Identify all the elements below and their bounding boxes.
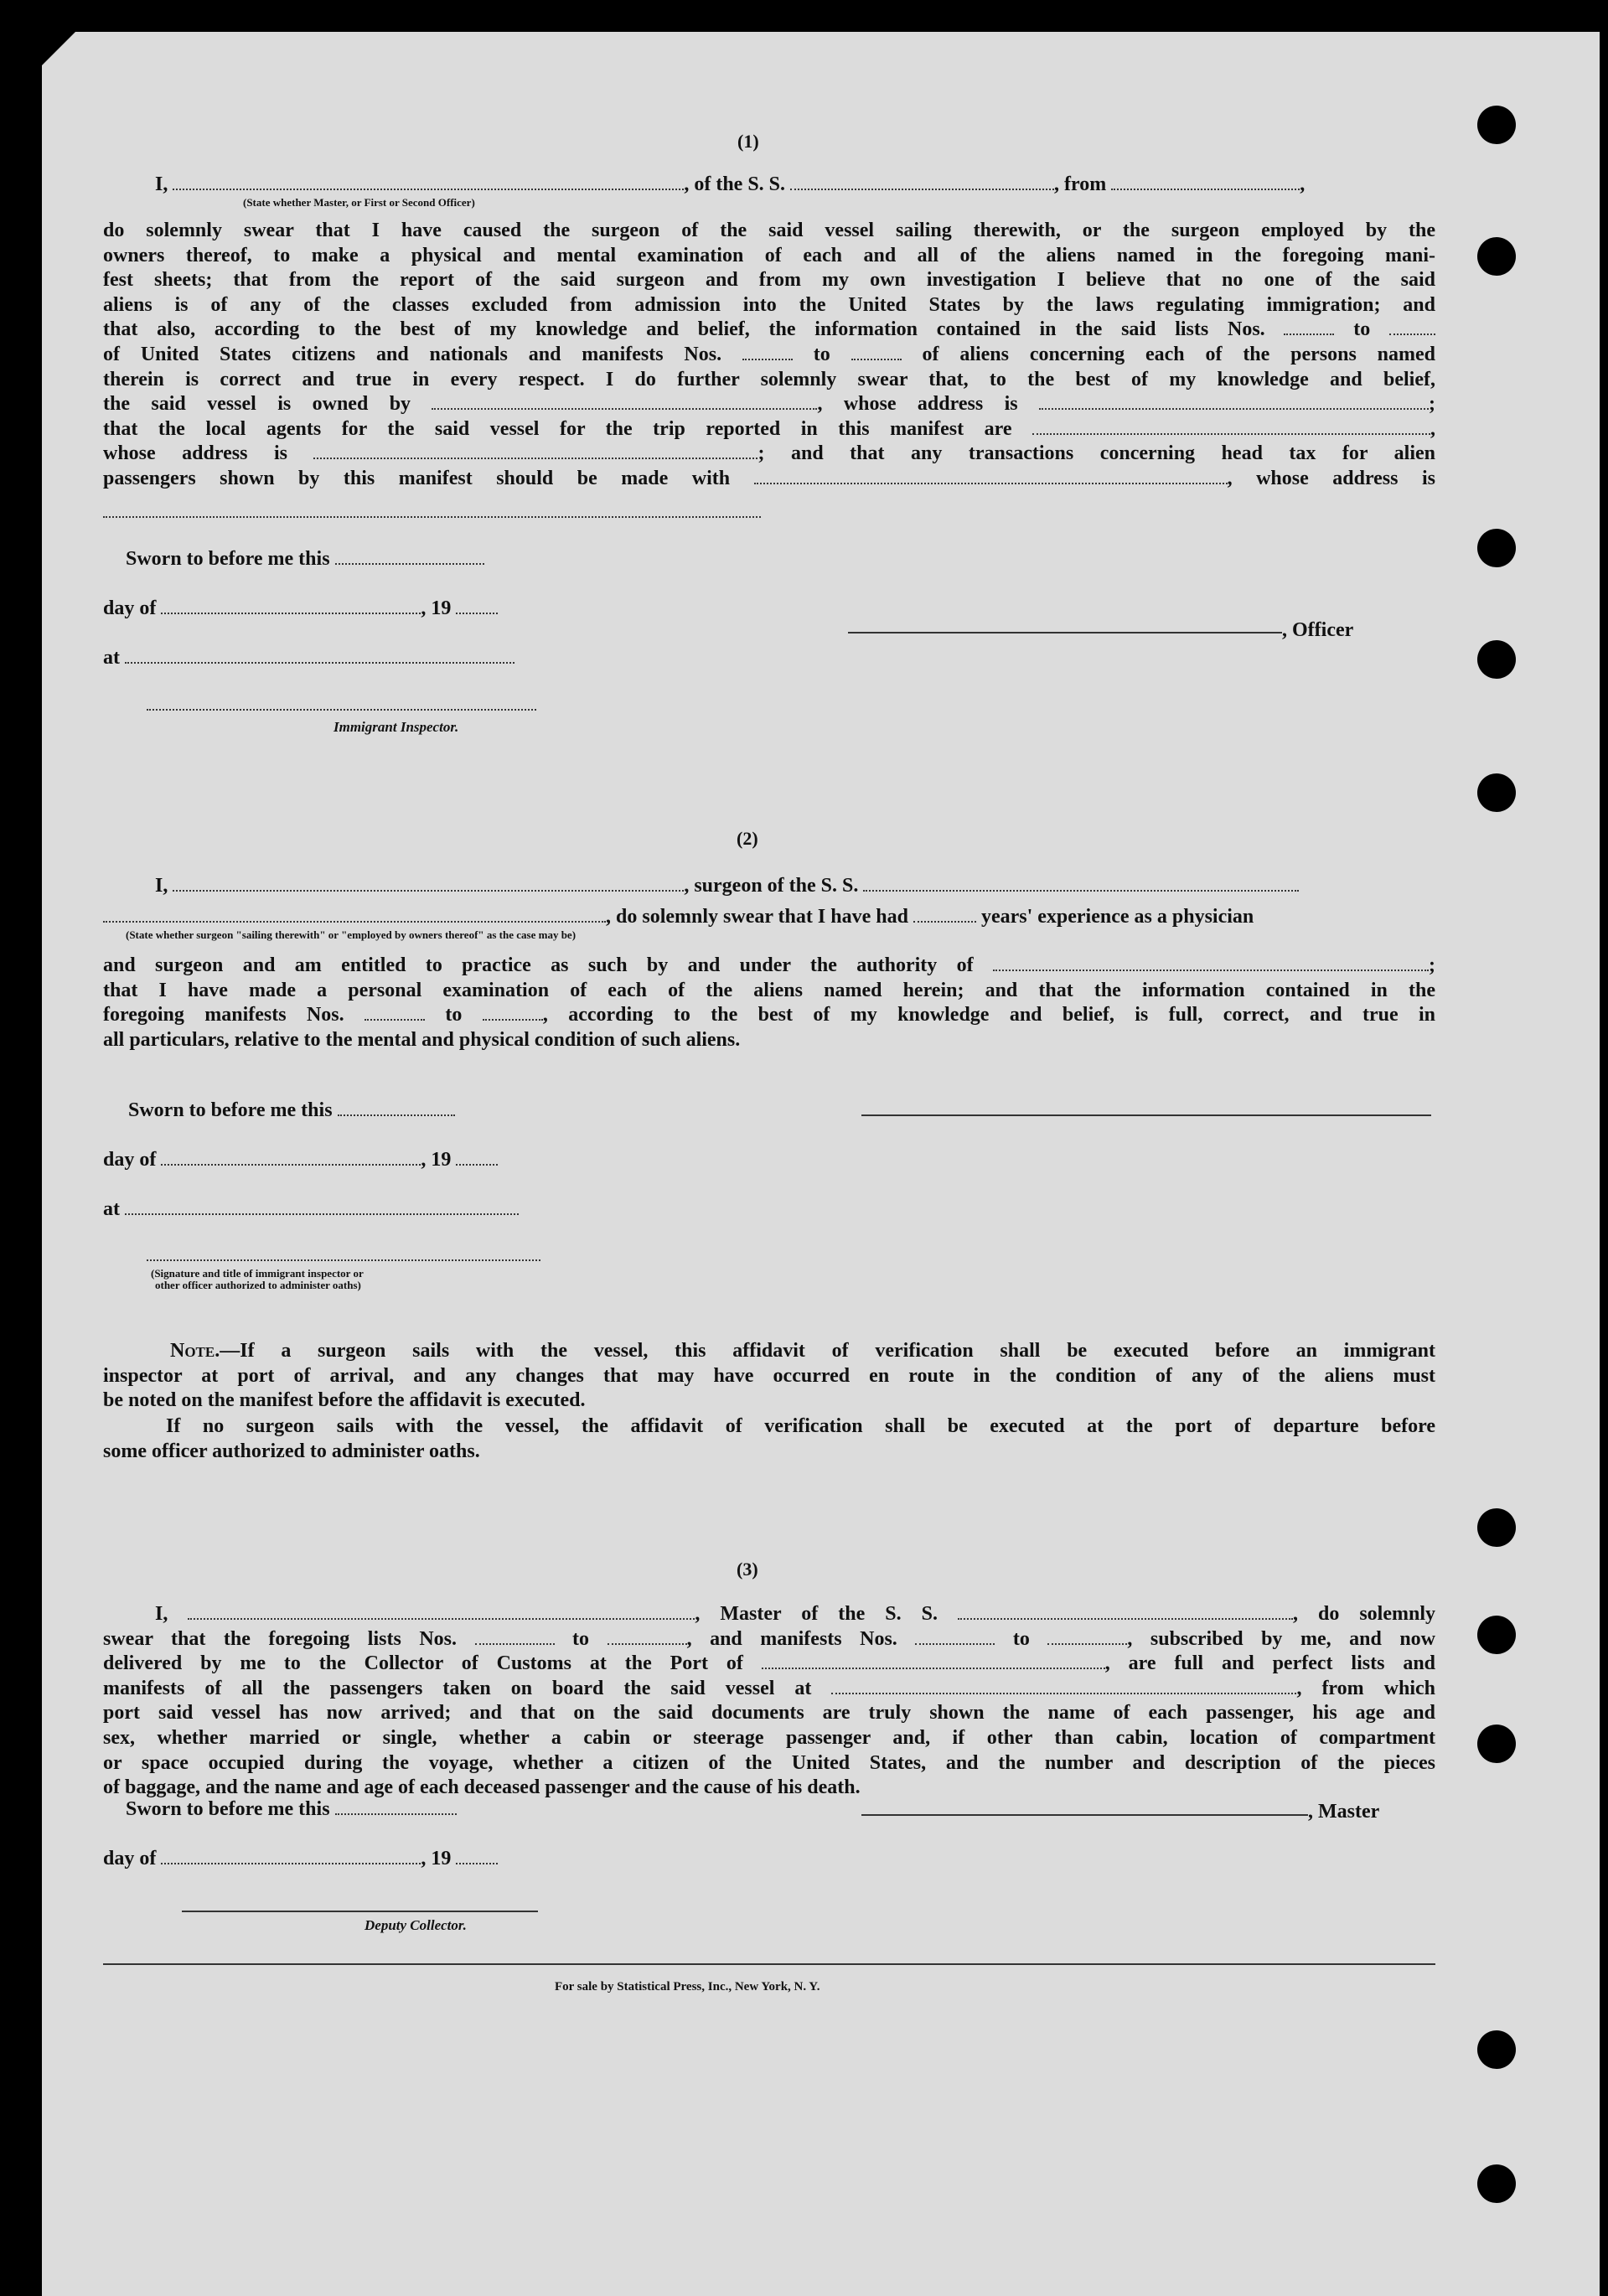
punch-hole <box>1477 640 1516 679</box>
at-field-2[interactable] <box>125 1198 519 1215</box>
at-field-1[interactable] <box>125 647 514 664</box>
master-manifests-from-field[interactable] <box>915 1628 995 1645</box>
at-label-1: at <box>103 646 514 670</box>
punch-hole <box>1477 237 1516 276</box>
year-field-1[interactable] <box>456 597 498 614</box>
immigrant-inspector-label: Immigrant Inspector. <box>333 719 459 735</box>
section-2-line-2: , do solemnly swear that I have had years' experience as a physician <box>103 905 1254 928</box>
section-1-number: (1) <box>737 131 759 152</box>
officer-signature-line[interactable] <box>848 632 1282 633</box>
footer-rule <box>103 1963 1435 1965</box>
master-label: , Master <box>1308 1801 1380 1823</box>
punch-hole <box>1477 529 1516 567</box>
day-of-label-3: day of , 19 <box>103 1847 498 1870</box>
sworn-label-2: Sworn to before me this <box>128 1099 455 1122</box>
surgeon-vessel-field[interactable] <box>863 875 1299 892</box>
manifests-from-field[interactable] <box>742 344 793 360</box>
lists-to-field[interactable] <box>1389 318 1435 335</box>
master-lists-to-field[interactable] <box>608 1628 687 1645</box>
year-field-2[interactable] <box>456 1149 498 1166</box>
officer-label: , Officer <box>1282 619 1354 641</box>
punch-hole <box>1477 2030 1516 2069</box>
punch-hole <box>1477 2164 1516 2203</box>
sworn-label-3: Sworn to before me this <box>126 1797 457 1821</box>
collector-signature-line[interactable] <box>182 1911 538 1912</box>
punch-hole <box>1477 1725 1516 1763</box>
day-of-field-3[interactable] <box>161 1848 421 1864</box>
signature-note-2: other officer authorized to administer oaths) <box>155 1279 361 1291</box>
owner-address-field[interactable] <box>1039 393 1429 410</box>
at-label-2: at <box>103 1197 519 1221</box>
form-page <box>42 32 1600 2296</box>
head-tax-party-field[interactable] <box>754 468 1228 484</box>
surgeon-type-note: (State whether surgeon "sailing therewith" or "employed by owners thereof" as the case may be) <box>126 928 577 941</box>
section-2-number: (2) <box>737 828 758 849</box>
surgeon-manifests-to-field[interactable] <box>483 1004 543 1021</box>
section-3-number: (3) <box>737 1559 758 1580</box>
signature-note-1: (Signature and title of immigrant inspector or <box>151 1267 364 1280</box>
owner-field[interactable] <box>432 393 817 410</box>
port-field[interactable] <box>762 1652 1105 1669</box>
local-agents-field[interactable] <box>1032 418 1430 435</box>
sworn-day-field-3[interactable] <box>335 1798 457 1815</box>
lists-from-field[interactable] <box>1284 318 1334 335</box>
punch-hole <box>1477 1508 1516 1547</box>
authority-field[interactable] <box>993 954 1429 971</box>
master-manifests-to-field[interactable] <box>1047 1628 1127 1645</box>
section-2-paragraph: and surgeon and am entitled to practice as such by and under the authority of ; that I have made a personal examination of each of the aliens named herein; and that the information contained in the foregoing manifests Nos. to , according to the best of my knowledge and belief, is full, correct, and true in all particulars, relative to the mental and physical condition of such aliens. <box>103 954 1436 1051</box>
surgeon-type-field[interactable] <box>103 906 606 923</box>
agent-address-field[interactable] <box>313 442 757 459</box>
day-of-label-2: day of , 19 <box>103 1148 498 1171</box>
years-field[interactable] <box>913 906 976 923</box>
master-name-field-3[interactable] <box>188 1603 695 1620</box>
boarding-port-field[interactable] <box>831 1678 1296 1694</box>
footer-imprint: For sale by Statistical Press, Inc., New York, N. Y. <box>555 1980 820 1993</box>
inspector-signature-line[interactable] <box>147 709 536 711</box>
master-lists-from-field[interactable] <box>475 1628 555 1645</box>
day-of-field-2[interactable] <box>161 1149 421 1166</box>
address-continuation-line[interactable] <box>103 516 761 518</box>
surgeon-inspector-signature-line[interactable] <box>147 1259 540 1261</box>
note-label: Note. <box>170 1340 220 1362</box>
master-signature-line[interactable] <box>861 1814 1308 1816</box>
section-1-paragraph: do solemnly swear that I have caused the surgeon of the said vessel sailing therewith, or the surgeon employed by the owners thereof, to make a physical and mental examination of each and all of the aliens named in the foregoing mani- fest sheets; that from the report of the said surgeon and from my own investigation I believe that no one of the said aliens is of any of the classes excluded from admission into the United States by the laws regulating immigration; and that also, according to the best of my knowledge and belief, the information contained in the said lists Nos. to of United States citizens and nationals and manifests Nos. to of aliens concerning each of the persons named therein is correct and true in every respect. I do further solemnly swear that, to the best of my knowledge and belief, the said vessel is owned by , whose address is ; that the local agents for the said vessel for the trip reported in this manifest are , whose address is ; and that any transactions concerning head tax for alien passengers shown by this manifest should be made with , whose address is <box>103 220 1436 489</box>
vessel-name-field[interactable] <box>790 173 1054 190</box>
surgeon-manifests-from-field[interactable] <box>365 1004 425 1021</box>
master-note: (State whether Master, or First or Second Officer) <box>243 196 475 209</box>
year-field-3[interactable] <box>456 1848 498 1864</box>
day-of-field-1[interactable] <box>161 597 421 614</box>
surgeon-signature-line[interactable] <box>861 1114 1431 1116</box>
sworn-day-field-1[interactable] <box>335 548 484 565</box>
section-3-paragraph: I, , Master of the S. S. , do solemnly swear that the foregoing lists Nos. to , and manifests Nos. to , subscribed by me, and now delivered by me to the Collector of Customs at the Port of , are full and perfect lists and manifests of all the passengers taken on board the said vessel at , from which port said vessel has now arrived; and that on the said documents are truly shown the name of each passenger, his age and sex, whether married or single, whether a cabin or steerage passenger and, if other than cabin, location of compartment or space occupied during the voyage, whether a citizen of the United States, and the number and description of the pieces of baggage, and the name and age of each deceased passenger and the cause of his death. <box>103 1603 1436 1799</box>
section-2-line-1: I, , surgeon of the S. S. <box>155 874 1299 897</box>
punch-hole <box>1477 106 1516 144</box>
day-of-label-1: day of , 19 <box>103 597 498 620</box>
note-paragraph-1: Note.—If a surgeon sails with the vessel, this affidavit of verification shall be executed before an immigrant inspector at port of arrival, and any changes that may have occurred en route in the condition of any of the aliens must be noted on the manifest before the affidavit is executed. <box>103 1340 1435 1412</box>
sworn-day-field-2[interactable] <box>338 1099 455 1116</box>
surgeon-name-field[interactable] <box>173 875 684 892</box>
deputy-collector-label: Deputy Collector. <box>365 1917 467 1933</box>
master-vessel-field[interactable] <box>958 1603 1293 1620</box>
from-port-field[interactable] <box>1111 173 1300 190</box>
punch-hole <box>1477 1616 1516 1654</box>
sworn-label-1: Sworn to before me this <box>126 547 484 571</box>
manifests-to-field[interactable] <box>851 344 902 360</box>
section-1-line-1: I, , of the S. S. , from , <box>155 173 1306 195</box>
master-name-field[interactable] <box>173 173 684 190</box>
note-paragraph-2: If no surgeon sails with the vessel, the affidavit of verification shall be executed at the port of departure before some officer authorized to administer oaths. <box>103 1415 1435 1462</box>
punch-hole <box>1477 773 1516 812</box>
